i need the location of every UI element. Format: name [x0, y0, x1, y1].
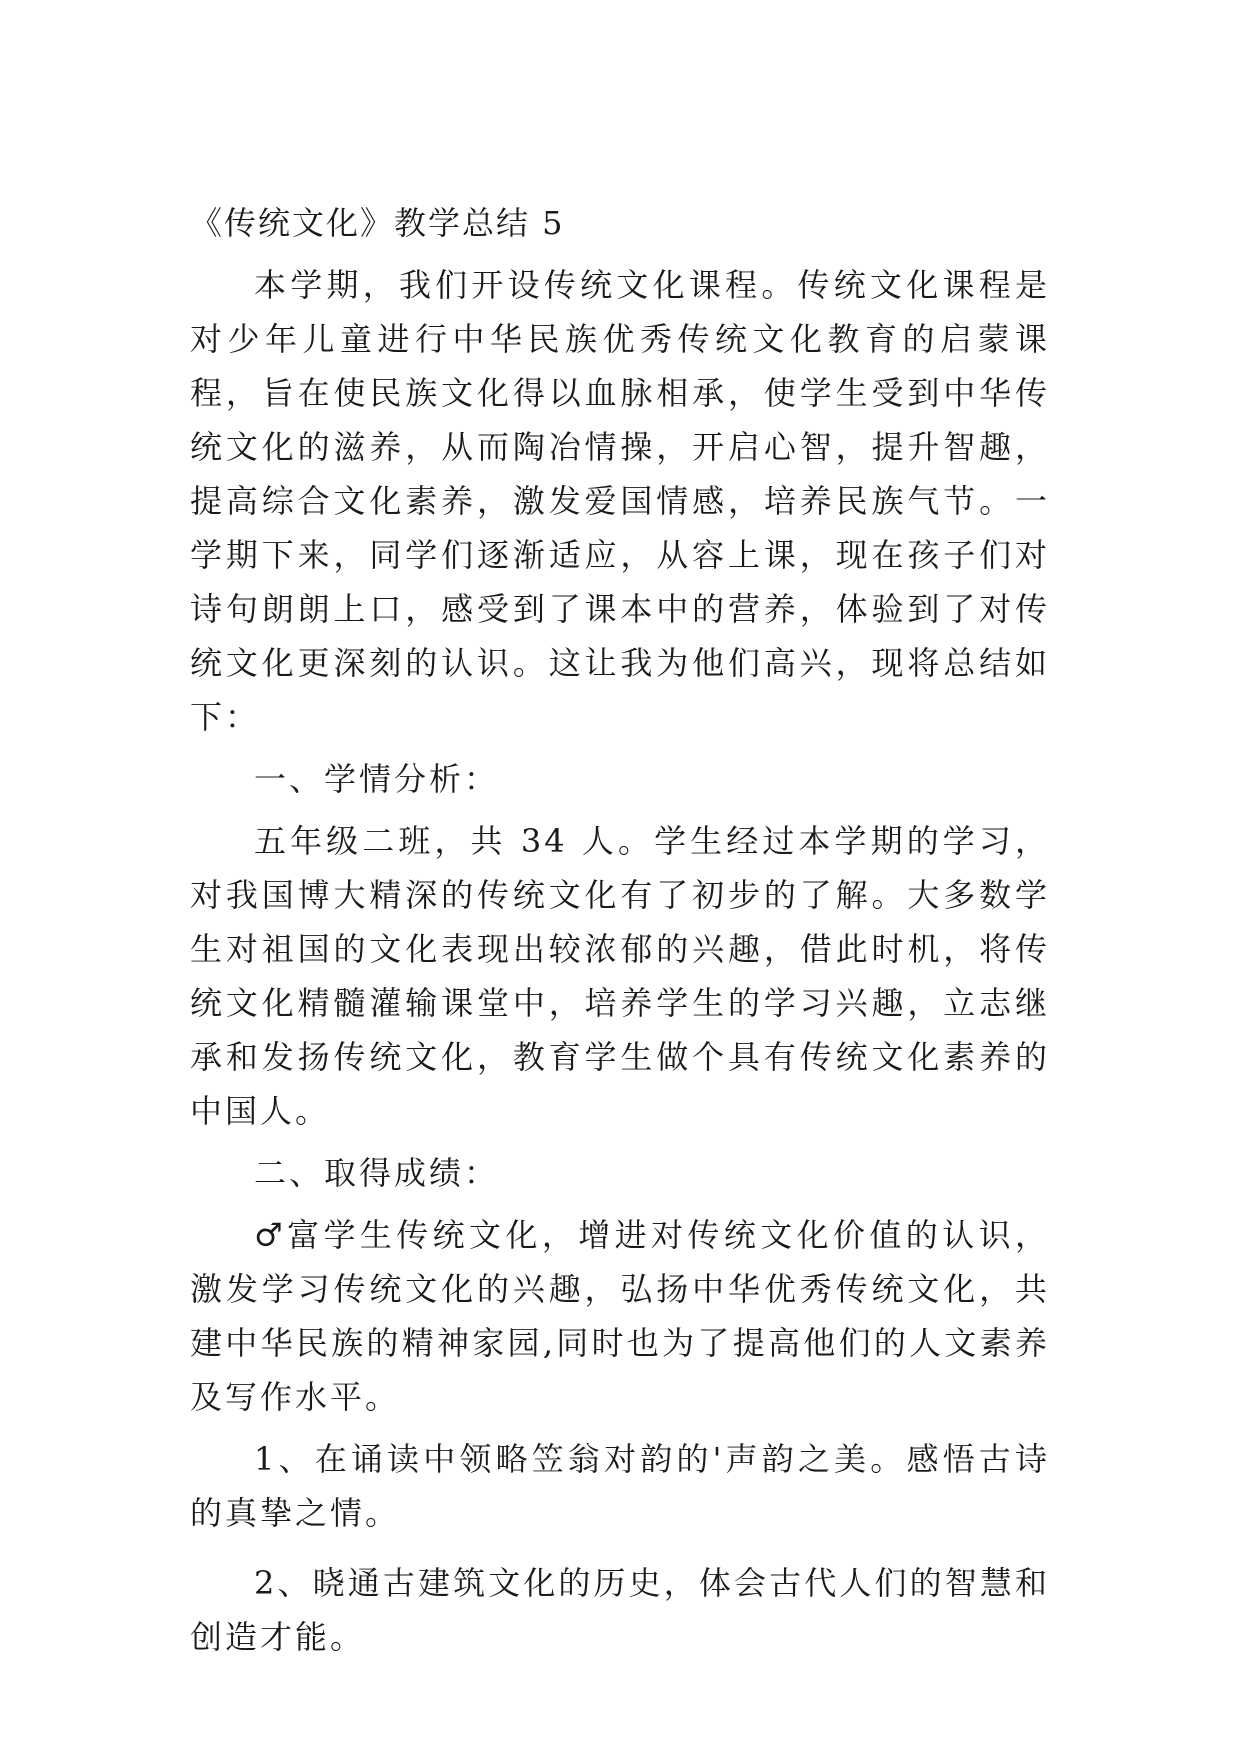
intro-paragraph: 本学期，我们开设传统文化课程。传统文化课程是对少年儿童进行中华民族优秀传统文化教育的启蒙课程，旨在使民族文化得以血脉相承，使学生受到中华传统文化的滋养，从而陶冶情操，开启心智，提升智趣，提高综合文化素养，激发爱国情感，培养民族气节。一学期下来，同学们逐渐适应，从容上课，现在孩子们对诗句朗朗上口，感受到了课本中的营养，体验到了对传统文化更深刻的认识。这让我为他们高兴，现将总结如下： [190, 266, 1050, 736]
section-heading-analysis: 一、学情分析： [254, 760, 500, 798]
analysis-paragraph: 五年级二班，共 34 人。学生经过本学期的学习，对我国博大精深的传统文化有了初步的了解。大多数学生对祖国的文化表现出较浓郁的兴趣，借此时机，将传统文化精髓灌输课堂中，培养学生的学习兴趣，立志继承和发扬传统文化，教育学生做个具有传统文化素养的中国人。 [190, 822, 1050, 1130]
document-page [190, 196, 1050, 1664]
list-item-2: 2、晓通古建筑文化的历史，体会古代人们的智慧和创造才能。 [190, 1564, 1050, 1656]
document-title: 《传统文化》教学总结 5 [190, 204, 565, 242]
list-item-1: 1、在诵读中领略笠翁对韵的'声韵之美。感悟古诗的真挚之情。 [190, 1440, 1050, 1532]
section-heading-achievements: 二、取得成绩： [254, 1154, 500, 1192]
achievements-paragraph: ♂富学生传统文化，增进对传统文化价值的认识，激发学习传统文化的兴趣，弘扬中华优秀传统文化，共建中华民族的精神家园,同时也为了提高他们的人文素养及写作水平。 [190, 1216, 1050, 1416]
